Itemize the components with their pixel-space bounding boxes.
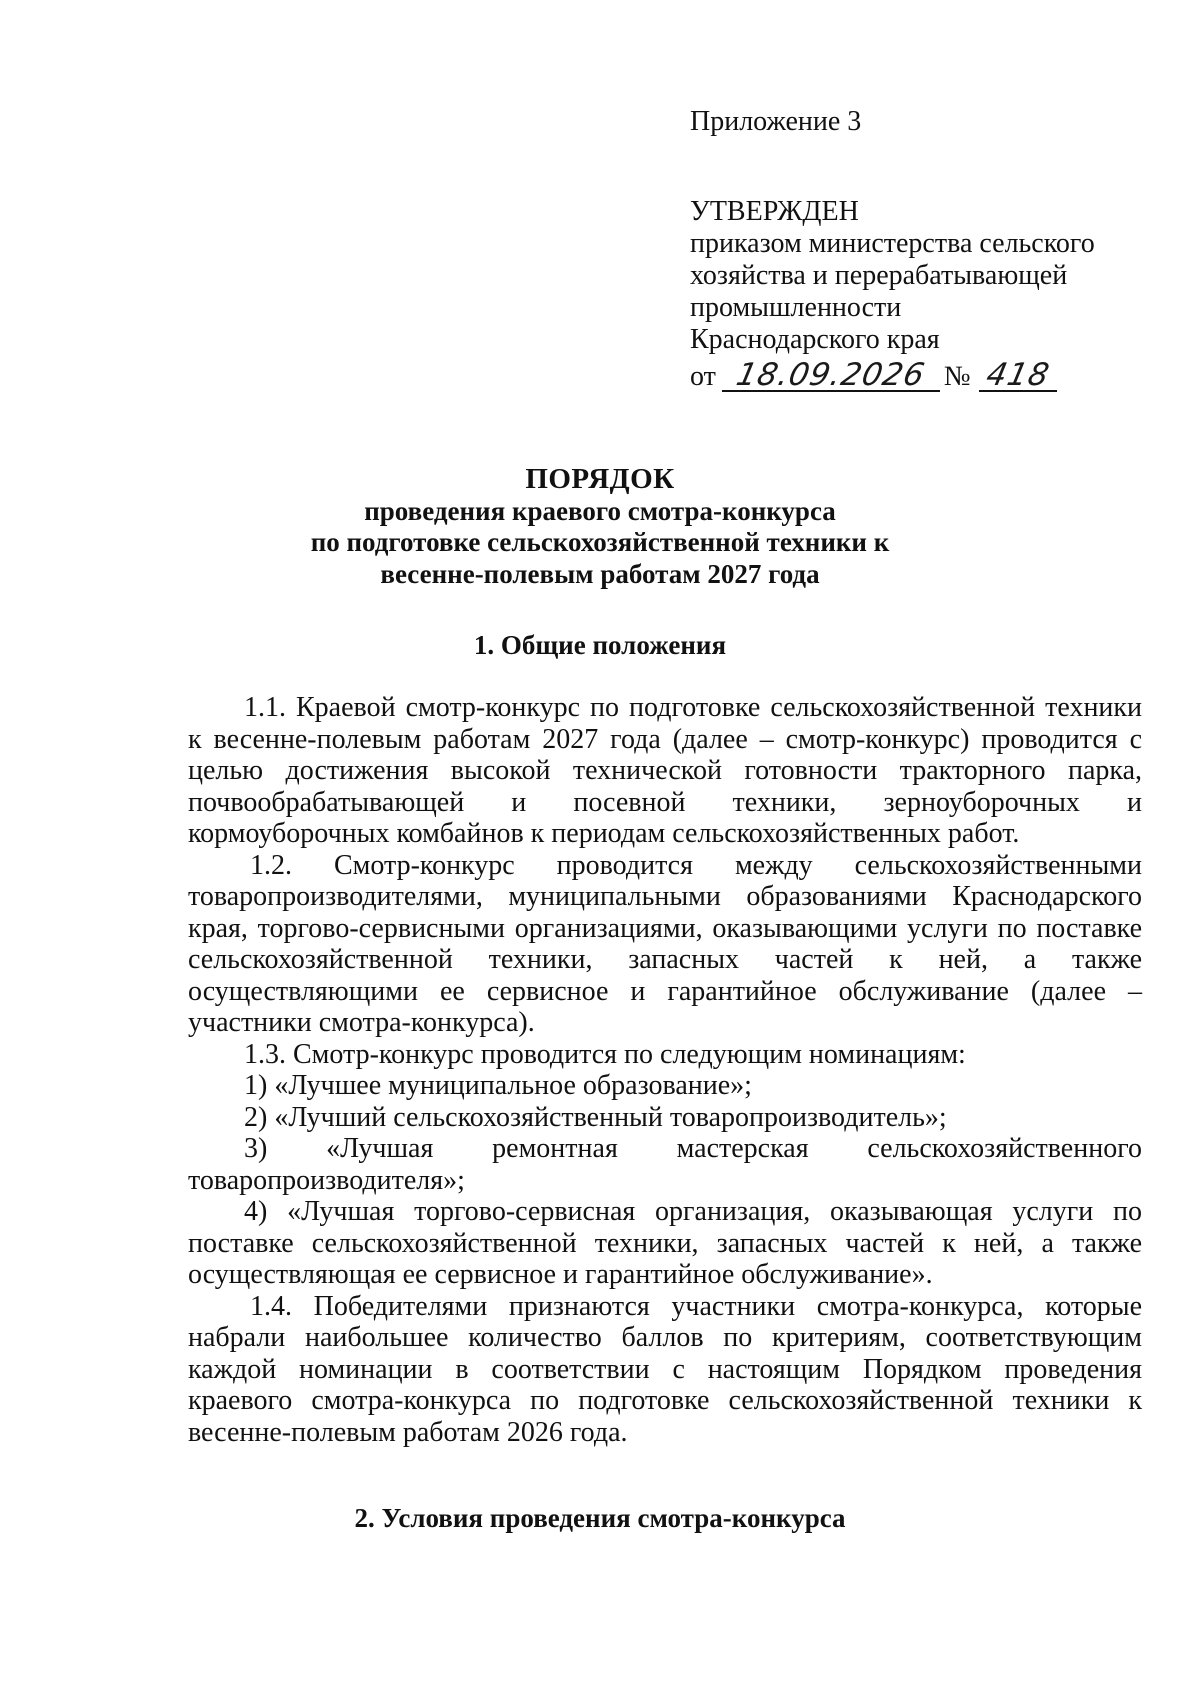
section-1-body bbox=[188, 692, 1142, 1448]
appendix-label: Приложение 3 bbox=[690, 106, 862, 137]
nomination-item: 3) «Лучшая ремонтная мастерская сельскохозяйственного товаропроизводителя»; bbox=[188, 1133, 1142, 1196]
nomination-item: 1) «Лучшее муниципальное образование»; bbox=[244, 1070, 752, 1101]
approval-order-line: промышленности bbox=[690, 292, 902, 323]
number-label: № bbox=[943, 361, 971, 392]
approval-order-line: хозяйства и перерабатывающей bbox=[690, 260, 1068, 291]
section-1-title: 1. Общие положения bbox=[473, 630, 727, 660]
order-date-handwritten: 18.09.2026 bbox=[733, 357, 929, 393]
nomination-item: 2) «Лучший сельскохозяйственный товаропроизводитель»; bbox=[244, 1101, 947, 1133]
document-subtitle-line: весенне-полевым работам 2027 года bbox=[380, 558, 820, 589]
approval-order-line: Краснодарского края bbox=[690, 324, 940, 355]
approved-stamp-text: УТВЕРЖДЕН bbox=[690, 196, 859, 227]
paragraph-1-1: 1.1. Краевой смотр-конкурс по подготовке сельскохозяйственной техники к весенне-полевым работам 2027 года (далее – смотр-конкурс) проводится с целью достижения высокой технической готовности тракторного парка, почвообрабатывающей и посевной техники, зерноуборочных и кормоуборочных комбайнов к периодам сельскохозяйственных работ. bbox=[188, 692, 1142, 849]
document-heading bbox=[150, 464, 1050, 590]
approval-order-line: приказом министерства сельского bbox=[690, 228, 1095, 259]
date-from-label: от bbox=[690, 361, 716, 392]
order-date-number-line bbox=[690, 356, 1160, 396]
document-subtitle-line: по подготовке сельскохозяйственной техники к bbox=[310, 527, 890, 557]
approval-block bbox=[690, 106, 1160, 396]
nomination-item: 4) «Лучшая торгово-сервисная организация, оказывающая услуги по поставке сельскохозяйственной техники, запасных частей к ней, а также осуществляющая ее сервисное и гарантийное обслуживание». bbox=[188, 1196, 1142, 1290]
paragraph-1-4: 1.4. Победителями признаются участники смотра-конкурса, которые набрали наибольшее количество баллов по критериям, соответствующим каждой номинации в соответствии с настоящим Порядком проведения краевого смотра-конкурса по подготовке сельскохозяйственной техники к весенне-полевым работам 2026 года. bbox=[188, 1290, 1142, 1448]
paragraph-1-2: 1.2. Смотр-конкурс проводится между сельскохозяйственными товаропроизводителями, муниципальными образованиями Краснодарского края, торгово-сервисными организациями, оказывающими услуги по поставке сельскохозяйственной техники, запасных частей к ней, а также осуществляющими ее сервисное и гарантийное обслуживание (далее – участники смотра-конкурса). bbox=[188, 849, 1142, 1038]
document-subtitle-line: проведения краевого смотра-конкурса bbox=[364, 495, 836, 526]
order-number-field bbox=[979, 356, 1057, 392]
document-title: ПОРЯДОК bbox=[525, 463, 675, 495]
order-date-field bbox=[722, 356, 940, 392]
section-2-title: 2. Условия проведения смотра-конкурса bbox=[354, 1503, 846, 1533]
paragraph-1-3: 1.3. Смотр-конкурс проводится по следующим номинациям: bbox=[244, 1038, 966, 1070]
order-number-handwritten: 418 bbox=[982, 357, 1053, 393]
